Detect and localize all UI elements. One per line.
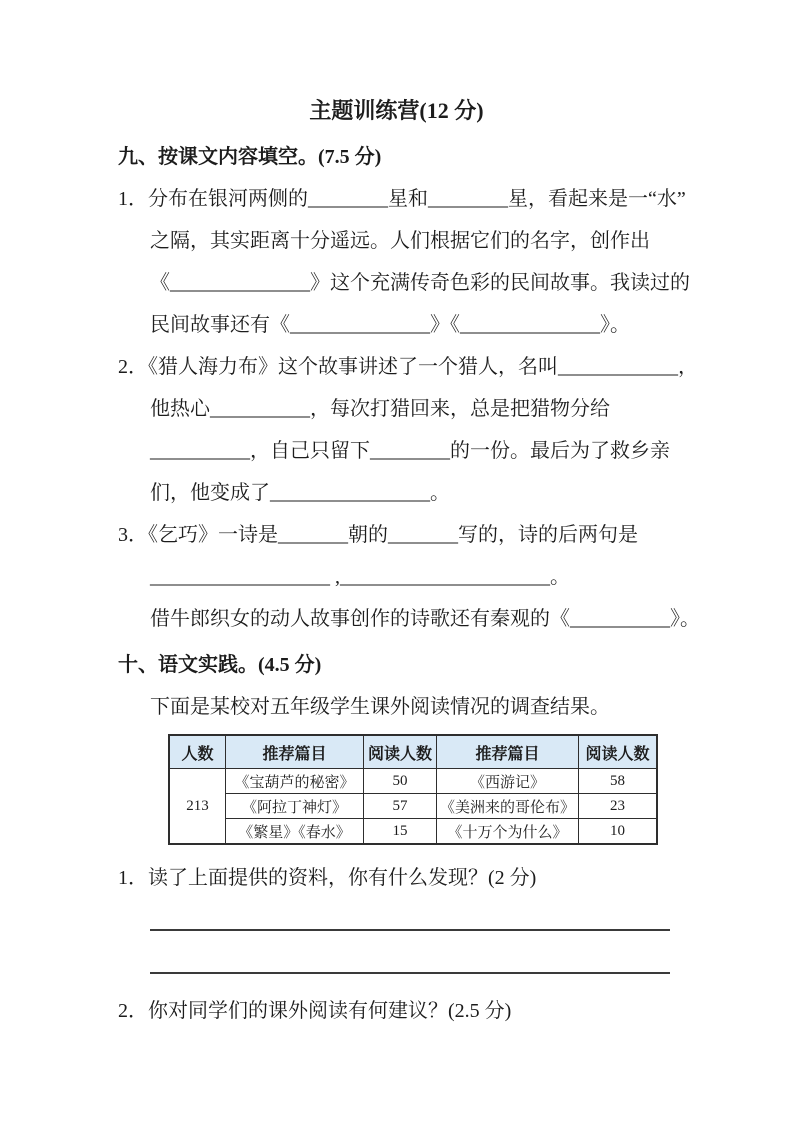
question-2 [118, 346, 793, 514]
question-3-line-3: 借牛郎织女的动人故事创作的诗歌还有秦观的《__________》。 [150, 608, 700, 630]
question-1-line-3: 《______________》这个充满传奇色彩的民间故事。我读过的 [150, 272, 690, 294]
table-header-cell-readers-left: 阅读人数 [364, 735, 437, 769]
reader-count-cell: 23 [579, 794, 658, 819]
survey-question-1: 1．读了上面提供的资料，你有什么发现？(2 分) [118, 867, 537, 889]
question-1-line-4: 民间故事还有《______________》《______________》。 [150, 314, 630, 336]
book-title-cell: 《繁星》《春水》 [226, 819, 364, 845]
table-header-row [169, 735, 657, 769]
book-title-cell: 《西游记》 [437, 769, 579, 794]
page-title: 主题训练营(12 分) [309, 98, 484, 123]
reading-survey-table [168, 734, 658, 845]
table-row [169, 819, 657, 845]
table-header-cell-readers-right: 阅读人数 [579, 735, 658, 769]
reader-count-cell: 15 [364, 819, 437, 845]
answer-line [150, 931, 670, 974]
question-2-line-2: 他热心__________，每次打猎回来，总是把猎物分给 [150, 398, 610, 420]
survey-intro-text: 下面是某校对五年级学生课外阅读情况的调查结果。 [150, 696, 610, 718]
table-row [169, 794, 657, 819]
reader-count-cell: 57 [364, 794, 437, 819]
worksheet-content [0, 136, 793, 1032]
table-header-cell-title-left: 推荐篇目 [226, 735, 364, 769]
table-header-cell-title-right: 推荐篇目 [437, 735, 579, 769]
survey-question-2: 2．你对同学们的课外阅读有何建议？(2.5 分) [118, 1000, 512, 1022]
question-1-line-1: 1．分布在银河两侧的________星和________星，看起来是一“水” [118, 188, 686, 210]
question-2-line-3: __________，自己只留下________的一份。最后为了救乡亲 [150, 440, 670, 462]
question-2-line-1: 2．《猎人海力布》这个故事讲述了一个猎人，名叫____________， [118, 356, 698, 378]
question-1 [118, 178, 793, 346]
question-3 [118, 514, 793, 640]
question-1-line-2: 之隔，其实距离十分遥远。人们根据它们的名字，创作出 [150, 230, 650, 252]
reader-count-cell: 10 [579, 819, 658, 845]
book-title-cell: 《美洲来的哥伦布》 [437, 794, 579, 819]
table-row [169, 769, 657, 794]
question-2-line-4: 们，他变成了________________。 [150, 482, 450, 504]
book-title-cell: 《宝葫芦的秘密》 [226, 769, 364, 794]
reader-count-cell: 58 [579, 769, 658, 794]
answer-line [150, 899, 670, 931]
total-students-cell: 213 [169, 769, 226, 845]
book-title-cell: 《阿拉丁神灯》 [226, 794, 364, 819]
question-3-line-1: 3．《乞巧》一诗是_______朝的_______写的，诗的后两句是 [118, 524, 638, 546]
question-3-line-2: __________________ ,_____________________。 [150, 566, 570, 588]
table-header-cell-count: 人数 [169, 735, 226, 769]
section-ten-heading: 十、语文实践。(4.5 分) [118, 654, 322, 676]
reader-count-cell: 50 [364, 769, 437, 794]
section-nine-heading: 九、按课文内容填空。(7.5 分) [118, 146, 382, 168]
reading-survey-table-wrap [168, 734, 793, 845]
book-title-cell: 《十万个为什么》 [437, 819, 579, 845]
